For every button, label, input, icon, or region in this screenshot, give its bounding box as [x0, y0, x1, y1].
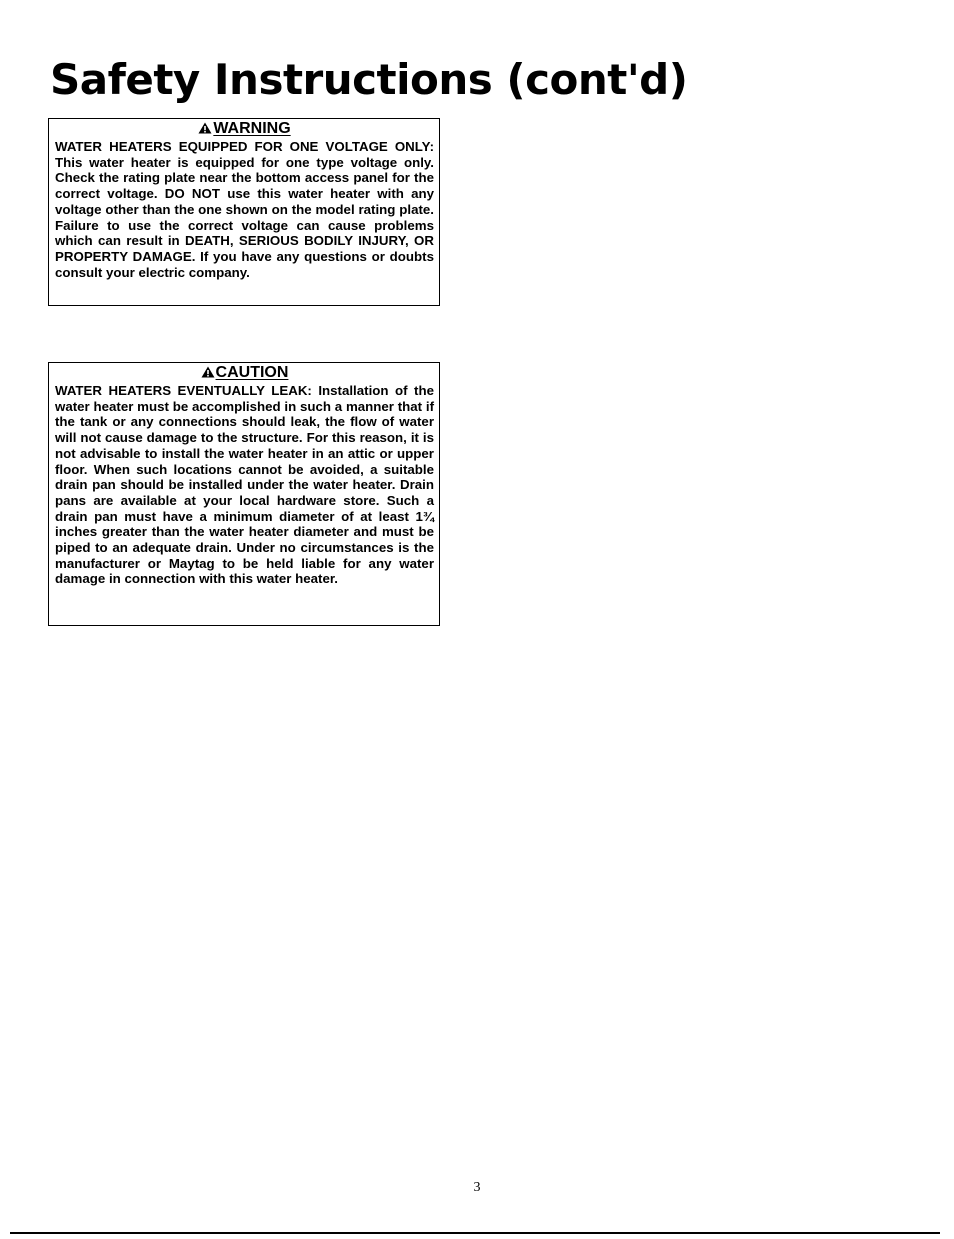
- page-number: 3: [473, 1180, 481, 1195]
- warning-notice: [48, 118, 440, 306]
- warning-heading-label: WARNING: [213, 120, 291, 137]
- caution-heading-label: CAUTION: [215, 364, 289, 381]
- caution-notice: [48, 362, 440, 626]
- warning-body: WATER HEATERS EQUIPPED FOR ONE VOLTAGE ONLY: This water heater is equipped for one type voltage only. Check the rating plate near the bottom access panel for the correct voltage. DO NOT use this water heater with any voltage other than the one shown on the model rating plate. Failure to use the correct voltage can cause problems which can result in DEATH, SERIOUS BODILY INJURY, OR PROPERTY DAMAGE. If you have any questions or doubts consult your electric company.: [55, 139, 434, 280]
- page-title: Safety Instructions (cont'd): [50, 55, 688, 104]
- caution-body: WATER HEATERS EVENTUALLY LEAK: Installation of the water heater must be accomplished in such a manner that if the tank or any connections should leak, the flow of water will not cause damage to the structure. For this reason, it is not advisable to install the water heater in an attic or upper floor. When such locations cannot be avoided, a suitable drain pan should be installed under the water heater. Drain pans are available at your local hardware store. Such a drain pan must have a minimum diameter of at least 1¾ inches greater than the water heater diameter and must be piped to an adequate drain. Under no circumstances is the manufacturer or Maytag to be held liable for any water damage in connection with this water heater.: [55, 383, 434, 587]
- alert-triangle-icon: [198, 122, 212, 134]
- footer-rule: [10, 1232, 940, 1234]
- alert-triangle-icon: [201, 366, 215, 378]
- caution-heading: [55, 363, 434, 383]
- warning-heading: [55, 119, 434, 139]
